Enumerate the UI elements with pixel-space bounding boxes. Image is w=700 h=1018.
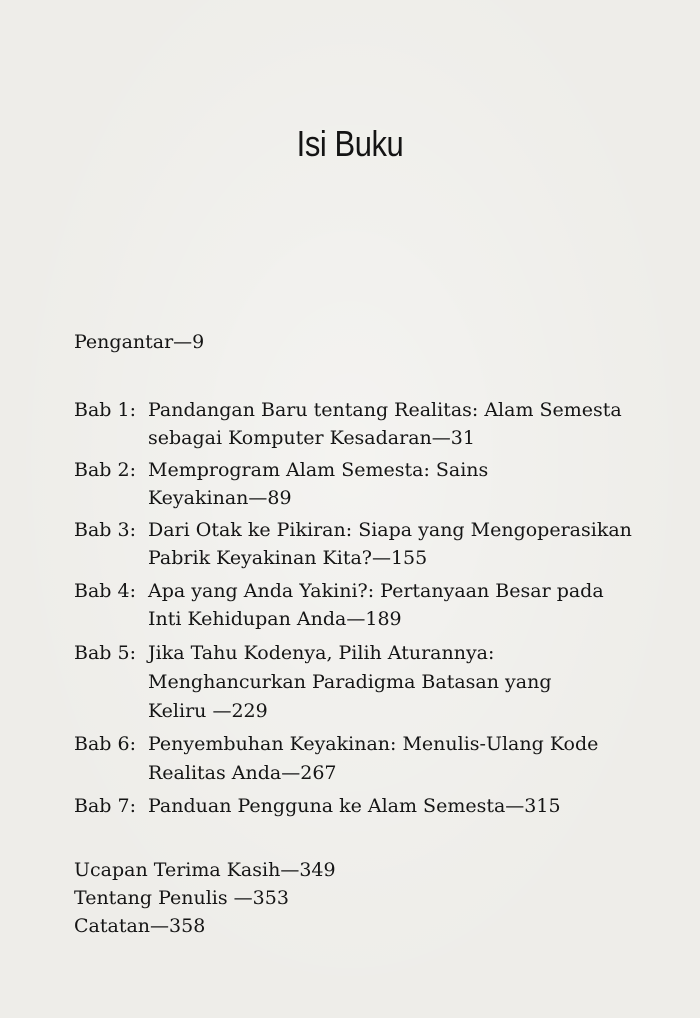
chapter-5-title-line-2: Menghancurkan Paradigma Batasan yang	[148, 671, 552, 693]
chapter-6-title-line-2: Realitas Anda—267	[148, 762, 337, 784]
chapter-6-label: Bab 6:	[74, 733, 136, 755]
chapter-1-title-line-1: Pandangan Baru tentang Realitas: Alam Semesta	[148, 399, 622, 421]
chapter-4-title-line-1: Apa yang Anda Yakini?: Pertanyaan Besar pada	[148, 580, 604, 602]
chapter-3-title-line-2: Pabrik Keyakinan Kita?—155	[148, 547, 428, 569]
chapter-5-title-line-3: Keliru —229	[148, 700, 268, 722]
chapter-3-title-line-1: Dari Otak ke Pikiran: Siapa yang Mengoperasikan	[148, 519, 632, 541]
chapter-5-label: Bab 5:	[74, 642, 136, 664]
chapter-2-label: Bab 2:	[74, 459, 136, 481]
chapter-2-title-line-1: Memprogram Alam Semesta: Sains	[148, 459, 489, 481]
page-title: Isi Buku	[296, 123, 404, 164]
toc-entry-catatan: Catatan—358	[74, 915, 206, 937]
chapter-1-label: Bab 1:	[74, 399, 136, 421]
toc-entry-ucapan: Ucapan Terima Kasih—349	[74, 859, 336, 881]
chapter-4-title-line-2: Inti Kehidupan Anda—189	[148, 608, 402, 630]
toc-entry-tentang-penulis: Tentang Penulis —353	[74, 887, 289, 909]
chapter-7-title-line-1: Panduan Pengguna ke Alam Semesta—315	[148, 795, 561, 817]
chapter-3-label: Bab 3:	[74, 519, 136, 541]
chapter-6-title-line-1: Penyembuhan Keyakinan: Menulis-Ulang Kode	[148, 733, 599, 755]
chapter-1-title-line-2: sebagai Komputer Kesadaran—31	[148, 427, 475, 449]
chapter-5-title-line-1: Jika Tahu Kodenya, Pilih Aturannya:	[148, 642, 495, 664]
chapter-2-title-line-2: Keyakinan—89	[148, 487, 292, 509]
toc-entry-pengantar: Pengantar—9	[74, 331, 205, 353]
chapter-7-label: Bab 7:	[74, 795, 136, 817]
chapter-4-label: Bab 4:	[74, 580, 136, 602]
